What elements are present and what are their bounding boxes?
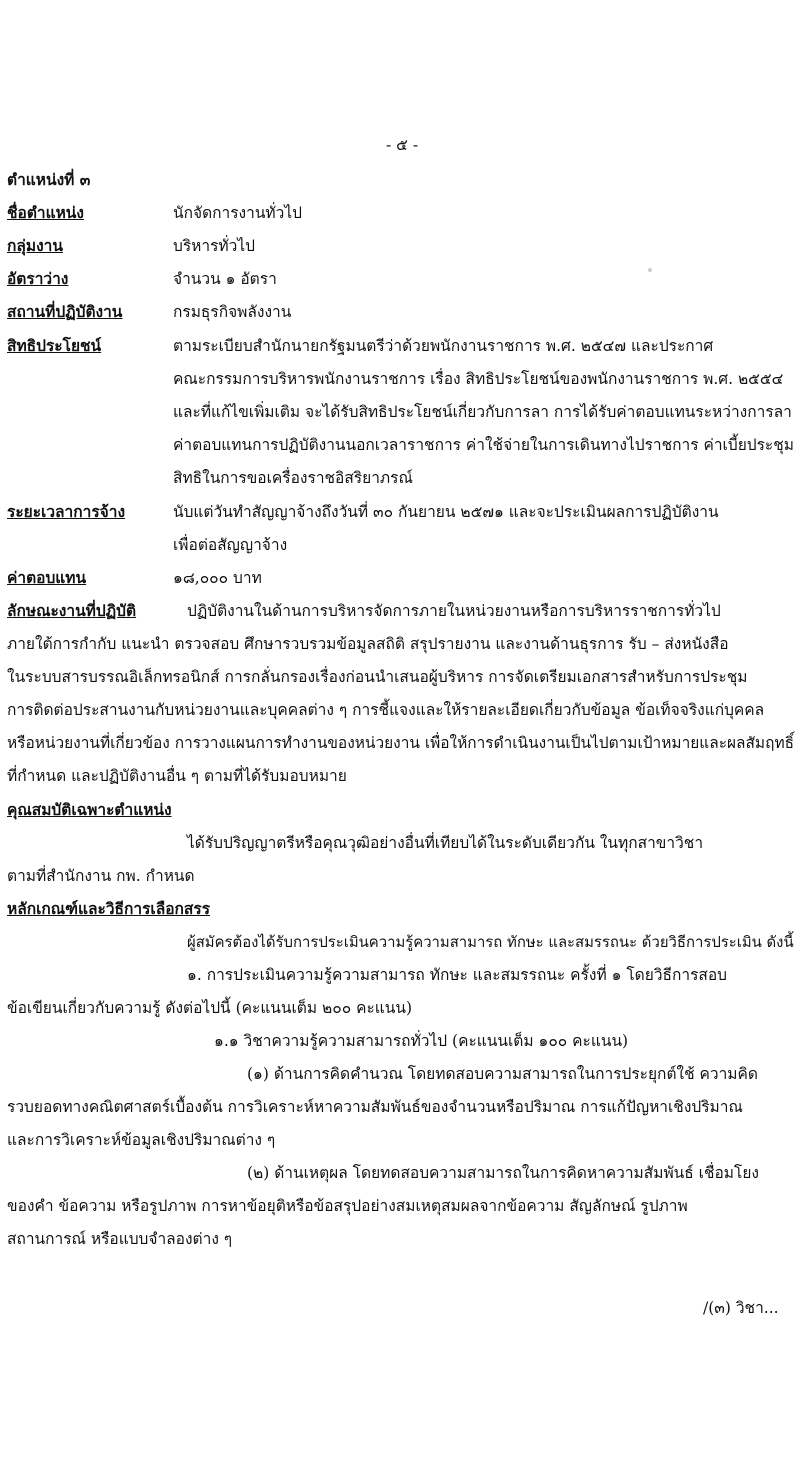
- workplace-value: กรมธุรกิจพลังงาน: [173, 303, 292, 321]
- salary-label: ค่าตอบแทน: [7, 568, 87, 587]
- duties-line: ที่กำหนด และปฏิบัติงานอื่น ๆ ตามที่ได้รับมอบหมาย: [7, 767, 347, 785]
- benefits-line: และที่แก้ไขเพิ่มเติม จะได้รับสิทธิประโยชน์เกี่ยวกับการลา การได้รับค่าตอบแทนระหว่างการลา: [173, 403, 792, 421]
- selection-intro: ผู้สมัครต้องได้รับการประเมินความรู้ความสามารถ ทักษะ และสมรรถนะ ด้วยวิธีการประเมิน ดังนี้: [187, 933, 794, 951]
- duties-label: ลักษณะงานที่ปฏิบัติ: [7, 601, 137, 620]
- group-label: กลุ่มงาน: [7, 236, 63, 255]
- duration-line: นับแต่วันทำสัญญาจ้างถึงวันที่ ๓๐ กันยายน ๒๕๗๑ และจะประเมินผลการปฏิบัติงาน: [173, 503, 719, 521]
- vacancy-value: จำนวน ๑ อัตรา: [173, 270, 277, 288]
- duration-label: ระยะเวลาการจ้าง: [7, 502, 126, 521]
- selection-item1-cont: ข้อเขียนเกี่ยวกับความรู้ ดังต่อไปนี้ (คะแนนเต็ม ๒๐๐ คะแนน): [7, 999, 412, 1017]
- benefits-line: ค่าตอบแทนการปฏิบัติงานนอกเวลาราชการ ค่าใช้จ่ายในการเดินทางไปราชการ ค่าเบี้ยประชุม: [173, 436, 794, 454]
- calc-line: รวบยอดทางคณิตศาสตร์เบื้องต้น การวิเคราะห์หาความสัมพันธ์ของจำนวนหรือปริมาณ การแก้ปัญหาเชิงปริมาณ: [7, 1098, 743, 1116]
- vacancy-label: อัตราว่าง: [7, 269, 69, 288]
- qualifications-line: ได้รับปริญญาตรีหรือคุณวุฒิอย่างอื่นที่เทียบได้ในระดับเดียวกัน ในทุกสาขาวิชา: [187, 834, 704, 852]
- selection-heading: หลักเกณฑ์และวิธีการเลือกสรร: [7, 899, 211, 918]
- page-number: - ๕ -: [386, 136, 419, 154]
- duties-line: การติดต่อประสานงานกับหน่วยงานและบุคคลต่าง ๆ การชี้แจงและให้รายละเอียดเกี่ยวกับข้อมูล ข้อเท็จจริงแก่บุคคล: [7, 701, 765, 719]
- benefits-line: สิทธิในการขอเครื่องราชอิสริยาภรณ์: [173, 469, 413, 487]
- duties-first-line: ปฏิบัติงานในด้านการบริหารจัดการภายในหน่วยงานหรือการบริหารราชการทั่วไป: [187, 602, 721, 620]
- calc-line: และการวิเคราะห์ข้อมูลเชิงปริมาณต่าง ๆ: [7, 1131, 276, 1149]
- reason-line: ของคำ ข้อความ หรือรูปภาพ การหาข้อยุติหรือข้อสรุปอย่างสมเหตุสมผลจากข้อความ สัญลักษณ์ รูปภาพ: [7, 1197, 688, 1215]
- benefits-line: ตามระเบียบสำนักนายกรัฐมนตรีว่าด้วยพนักงานราชการ พ.ศ. ๒๕๔๗ และประกาศ: [173, 337, 714, 355]
- duties-line: ในระบบสารบรรณอิเล็กทรอนิกส์ การกลั่นกรองเรื่องก่อนนำเสนอผู้บริหาร การจัดเตรียมเอกสารสำหรับการประชุม: [7, 668, 748, 686]
- position-heading: ตำแหน่งที่ ๓: [7, 170, 91, 189]
- reason-line: สถานการณ์ หรือแบบจำลองต่าง ๆ: [7, 1230, 233, 1248]
- salary-value: ๑๘,๐๐๐ บาท: [173, 569, 262, 587]
- calc-first-line: (๑) ด้านการคิดคำนวณ โดยทดสอบความสามารถในการประยุกต์ใช้ ความคิด: [247, 1065, 758, 1083]
- duration-line: เพื่อต่อสัญญาจ้าง: [173, 536, 288, 554]
- selection-item1: ๑. การประเมินความรู้ความสามารถ ทักษะ และสมรรถนะ ครั้งที่ ๑ โดยวิธีการสอบ: [187, 966, 728, 984]
- reason-first-line: (๒) ด้านเหตุผล โดยทดสอบความสามารถในการคิดหาความสัมพันธ์ เชื่อมโยง: [247, 1164, 759, 1182]
- continuation-marker: /(๓) วิชา...: [703, 1299, 779, 1317]
- workplace-label: สถานที่ปฏิบัติงาน: [7, 302, 123, 321]
- group-value: บริหารทั่วไป: [173, 237, 255, 255]
- benefits-label: สิทธิประโยชน์: [7, 336, 102, 355]
- duties-line: หรือหน่วยงานที่เกี่ยวข้อง การวางแผนการทำงานของหน่วยงาน เพื่อให้การดำเนินงานเป็นไปตามเป้าหมายและผลสัมฤทธิ์: [7, 734, 795, 752]
- scan-speck: [648, 268, 652, 272]
- qualifications-line: ตามที่สำนักงาน กพ. กำหนด: [7, 867, 195, 885]
- qualifications-heading: คุณสมบัติเฉพาะตำแหน่ง: [7, 800, 172, 819]
- title-label: ชื่อตำแหน่ง: [7, 203, 84, 222]
- benefits-line: คณะกรรมการบริหารพนักงานราชการ เรื่อง สิทธิประโยชน์ของพนักงานราชการ พ.ศ. ๒๕๕๔: [173, 370, 784, 388]
- duties-line: ภายใต้การกำกับ แนะนำ ตรวจสอบ ศึกษารวบรวมข้อมูลสถิติ สรุปรายงาน และงานด้านธุรการ รับ – ส่งหนังสือ: [7, 635, 729, 653]
- title-value: นักจัดการงานทั่วไป: [173, 204, 302, 222]
- subject-1-1: ๑.๑ วิชาความรู้ความสามารถทั่วไป (คะแนนเต็ม ๑๐๐ คะแนน): [214, 1032, 629, 1050]
